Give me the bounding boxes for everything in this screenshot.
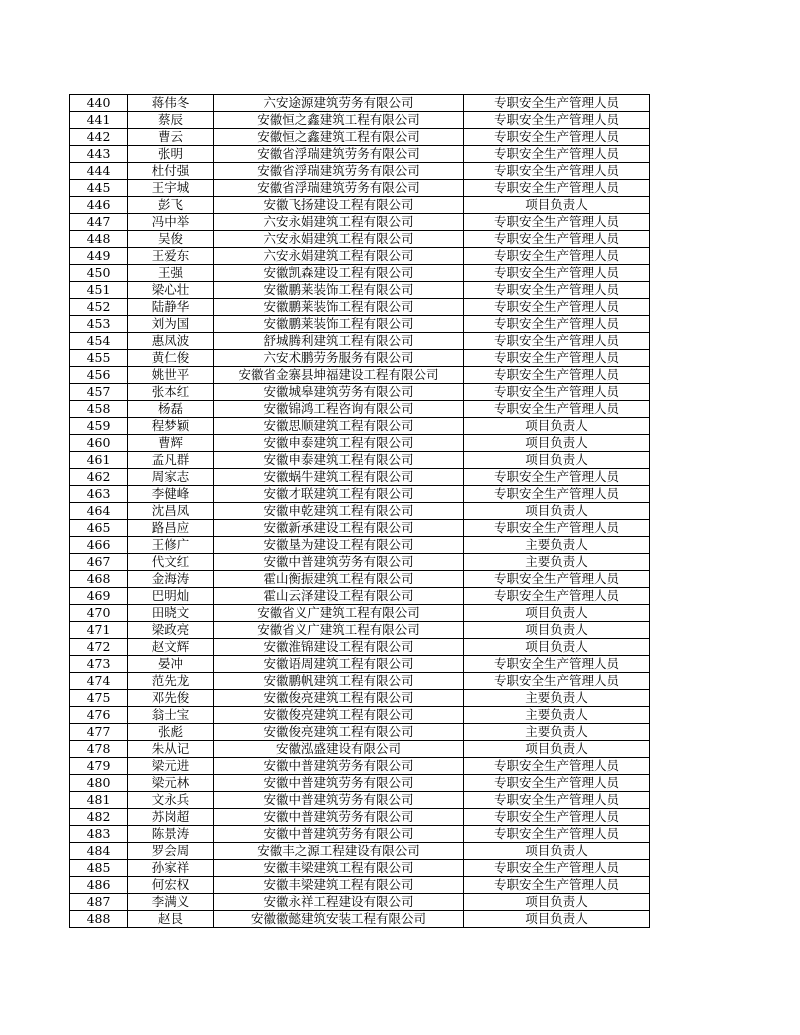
table-row xyxy=(70,571,650,588)
table-row xyxy=(70,605,650,622)
company-name-cell: 安徽语周建筑工程有限公司 xyxy=(214,656,464,673)
table-row xyxy=(70,656,650,673)
table-row xyxy=(70,775,650,792)
role-cell: 专职安全生产管理人员 xyxy=(464,860,650,877)
row-number-cell: 467 xyxy=(70,554,128,571)
company-name-cell: 安徽鹏莱装饰工程有限公司 xyxy=(214,299,464,316)
company-name-cell: 六安途源建筑劳务有限公司 xyxy=(214,95,464,112)
company-name-cell: 安徽思顺建筑工程有限公司 xyxy=(214,418,464,435)
company-name-cell: 安徽申乾建筑工程有限公司 xyxy=(214,503,464,520)
table-row xyxy=(70,180,650,197)
table-row xyxy=(70,792,650,809)
role-cell: 专职安全生产管理人员 xyxy=(464,129,650,146)
company-name-cell: 霍山云泽建设工程有限公司 xyxy=(214,588,464,605)
company-name-cell: 安徽中普建筑劳务有限公司 xyxy=(214,792,464,809)
company-name-cell: 安徽省浮瑞建筑劳务有限公司 xyxy=(214,163,464,180)
role-cell: 专职安全生产管理人员 xyxy=(464,248,650,265)
table-row xyxy=(70,486,650,503)
table-row xyxy=(70,452,650,469)
table-row xyxy=(70,554,650,571)
company-name-cell: 安徽俊亮建筑工程有限公司 xyxy=(214,724,464,741)
company-name-cell: 安徽新承建设工程有限公司 xyxy=(214,520,464,537)
row-number-cell: 442 xyxy=(70,129,128,146)
role-cell: 主要负责人 xyxy=(464,690,650,707)
company-name-cell: 安徽恒之鑫建筑工程有限公司 xyxy=(214,112,464,129)
company-name-cell: 安徽徽懿建筑安装工程有限公司 xyxy=(214,911,464,928)
company-name-cell: 六安永娟建筑工程有限公司 xyxy=(214,248,464,265)
row-number-cell: 471 xyxy=(70,622,128,639)
company-name-cell: 安徽鹏帆建筑工程有限公司 xyxy=(214,673,464,690)
role-cell: 项目负责人 xyxy=(464,435,650,452)
person-name-cell: 彭飞 xyxy=(128,197,214,214)
row-number-cell: 446 xyxy=(70,197,128,214)
person-name-cell: 赵文辉 xyxy=(128,639,214,656)
person-name-cell: 刘为国 xyxy=(128,316,214,333)
role-cell: 项目负责人 xyxy=(464,622,650,639)
table-row xyxy=(70,316,650,333)
role-cell: 专职安全生产管理人员 xyxy=(464,469,650,486)
company-name-cell: 安徽丰梁建筑工程有限公司 xyxy=(214,860,464,877)
company-name-cell: 安徽省金寨县坤福建设工程有限公司 xyxy=(214,367,464,384)
role-cell: 专职安全生产管理人员 xyxy=(464,112,650,129)
row-number-cell: 478 xyxy=(70,741,128,758)
company-name-cell: 安徽锦鸿工程咨询有限公司 xyxy=(214,401,464,418)
company-name-cell: 安徽凯森建设工程有限公司 xyxy=(214,265,464,282)
role-cell: 专职安全生产管理人员 xyxy=(464,486,650,503)
company-name-cell: 安徽丰梁建筑工程有限公司 xyxy=(214,877,464,894)
company-name-cell: 安徽中普建筑劳务有限公司 xyxy=(214,554,464,571)
row-number-cell: 449 xyxy=(70,248,128,265)
table-row xyxy=(70,520,650,537)
role-cell: 项目负责人 xyxy=(464,503,650,520)
company-name-cell: 安徽城皋建筑劳务有限公司 xyxy=(214,384,464,401)
row-number-cell: 473 xyxy=(70,656,128,673)
person-name-cell: 巴明灿 xyxy=(128,588,214,605)
row-number-cell: 459 xyxy=(70,418,128,435)
row-number-cell: 462 xyxy=(70,469,128,486)
row-number-cell: 444 xyxy=(70,163,128,180)
table-row xyxy=(70,741,650,758)
row-number-cell: 487 xyxy=(70,894,128,911)
table-row xyxy=(70,877,650,894)
role-cell: 专职安全生产管理人员 xyxy=(464,367,650,384)
row-number-cell: 466 xyxy=(70,537,128,554)
role-cell: 专职安全生产管理人员 xyxy=(464,265,650,282)
role-cell: 项目负责人 xyxy=(464,843,650,860)
row-number-cell: 456 xyxy=(70,367,128,384)
row-number-cell: 485 xyxy=(70,860,128,877)
company-name-cell: 六安术鹏劳务服务有限公司 xyxy=(214,350,464,367)
person-name-cell: 梁元进 xyxy=(128,758,214,775)
table-row xyxy=(70,367,650,384)
company-name-cell: 安徽省浮瑞建筑劳务有限公司 xyxy=(214,180,464,197)
person-name-cell: 曹辉 xyxy=(128,435,214,452)
company-name-cell: 安徽中普建筑劳务有限公司 xyxy=(214,775,464,792)
company-name-cell: 安徽俊亮建筑工程有限公司 xyxy=(214,707,464,724)
role-cell: 项目负责人 xyxy=(464,894,650,911)
role-cell: 项目负责人 xyxy=(464,605,650,622)
person-name-cell: 王爱东 xyxy=(128,248,214,265)
role-cell: 项目负责人 xyxy=(464,197,650,214)
company-name-cell: 六安永娟建筑工程有限公司 xyxy=(214,231,464,248)
person-name-cell: 陈景涛 xyxy=(128,826,214,843)
person-name-cell: 冯中举 xyxy=(128,214,214,231)
person-name-cell: 代文红 xyxy=(128,554,214,571)
role-cell: 专职安全生产管理人员 xyxy=(464,758,650,775)
row-number-cell: 457 xyxy=(70,384,128,401)
role-cell: 专职安全生产管理人员 xyxy=(464,588,650,605)
table-row xyxy=(70,197,650,214)
role-cell: 专职安全生产管理人员 xyxy=(464,282,650,299)
company-name-cell: 霍山衡振建筑工程有限公司 xyxy=(214,571,464,588)
company-name-cell: 安徽泓盛建设有限公司 xyxy=(214,741,464,758)
row-number-cell: 475 xyxy=(70,690,128,707)
table-row xyxy=(70,333,650,350)
table-row xyxy=(70,758,650,775)
company-name-cell: 安徽才联建筑工程有限公司 xyxy=(214,486,464,503)
person-name-cell: 曹云 xyxy=(128,129,214,146)
row-number-cell: 484 xyxy=(70,843,128,860)
table-row xyxy=(70,707,650,724)
role-cell: 专职安全生产管理人员 xyxy=(464,792,650,809)
person-name-cell: 杜付强 xyxy=(128,163,214,180)
role-cell: 专职安全生产管理人员 xyxy=(464,656,650,673)
role-cell: 专职安全生产管理人员 xyxy=(464,775,650,792)
table-row xyxy=(70,231,650,248)
row-number-cell: 455 xyxy=(70,350,128,367)
row-number-cell: 463 xyxy=(70,486,128,503)
company-name-cell: 安徽垦为建设工程有限公司 xyxy=(214,537,464,554)
person-name-cell: 文永兵 xyxy=(128,792,214,809)
row-number-cell: 464 xyxy=(70,503,128,520)
company-name-cell: 安徽鹏莱装饰工程有限公司 xyxy=(214,282,464,299)
row-number-cell: 474 xyxy=(70,673,128,690)
person-name-cell: 蔡辰 xyxy=(128,112,214,129)
role-cell: 专职安全生产管理人员 xyxy=(464,214,650,231)
table-row xyxy=(70,146,650,163)
role-cell: 专职安全生产管理人员 xyxy=(464,146,650,163)
person-name-cell: 梁元林 xyxy=(128,775,214,792)
company-name-cell: 安徽省义广建筑工程有限公司 xyxy=(214,605,464,622)
company-name-cell: 安徽丰之源工程建设有限公司 xyxy=(214,843,464,860)
row-number-cell: 454 xyxy=(70,333,128,350)
table-row xyxy=(70,503,650,520)
row-number-cell: 488 xyxy=(70,911,128,928)
company-name-cell: 安徽淮锦建设工程有限公司 xyxy=(214,639,464,656)
role-cell: 项目负责人 xyxy=(464,911,650,928)
row-number-cell: 480 xyxy=(70,775,128,792)
person-name-cell: 程梦颖 xyxy=(128,418,214,435)
person-name-cell: 孟凡群 xyxy=(128,452,214,469)
person-name-cell: 翁士宝 xyxy=(128,707,214,724)
table-row xyxy=(70,265,650,282)
person-name-cell: 蒋伟冬 xyxy=(128,95,214,112)
role-cell: 专职安全生产管理人员 xyxy=(464,520,650,537)
person-name-cell: 姚世平 xyxy=(128,367,214,384)
person-name-cell: 张明 xyxy=(128,146,214,163)
row-number-cell: 443 xyxy=(70,146,128,163)
person-name-cell: 张彪 xyxy=(128,724,214,741)
row-number-cell: 486 xyxy=(70,877,128,894)
company-name-cell: 安徽省浮瑞建筑劳务有限公司 xyxy=(214,146,464,163)
person-name-cell: 杨磊 xyxy=(128,401,214,418)
role-cell: 主要负责人 xyxy=(464,707,650,724)
row-number-cell: 452 xyxy=(70,299,128,316)
company-name-cell: 安徽省义广建筑工程有限公司 xyxy=(214,622,464,639)
company-name-cell: 安徽中普建筑劳务有限公司 xyxy=(214,758,464,775)
person-name-cell: 苏岗超 xyxy=(128,809,214,826)
row-number-cell: 465 xyxy=(70,520,128,537)
table-row xyxy=(70,639,650,656)
row-number-cell: 472 xyxy=(70,639,128,656)
role-cell: 主要负责人 xyxy=(464,554,650,571)
role-cell: 专职安全生产管理人员 xyxy=(464,401,650,418)
person-name-cell: 梁政亮 xyxy=(128,622,214,639)
role-cell: 专职安全生产管理人员 xyxy=(464,384,650,401)
company-name-cell: 安徽俊亮建筑工程有限公司 xyxy=(214,690,464,707)
row-number-cell: 453 xyxy=(70,316,128,333)
row-number-cell: 450 xyxy=(70,265,128,282)
person-name-cell: 惠凤波 xyxy=(128,333,214,350)
row-number-cell: 479 xyxy=(70,758,128,775)
role-cell: 项目负责人 xyxy=(464,452,650,469)
company-name-cell: 六安永娟建筑工程有限公司 xyxy=(214,214,464,231)
company-name-cell: 安徽申泰建筑工程有限公司 xyxy=(214,435,464,452)
table-row xyxy=(70,129,650,146)
person-name-cell: 梁心壮 xyxy=(128,282,214,299)
company-name-cell: 安徽恒之鑫建筑工程有限公司 xyxy=(214,129,464,146)
table-row xyxy=(70,248,650,265)
company-name-cell: 安徽飞扬建设工程有限公司 xyxy=(214,197,464,214)
person-name-cell: 王宇城 xyxy=(128,180,214,197)
table-row xyxy=(70,418,650,435)
row-number-cell: 440 xyxy=(70,95,128,112)
table-row xyxy=(70,537,650,554)
row-number-cell: 477 xyxy=(70,724,128,741)
table-row xyxy=(70,588,650,605)
role-cell: 项目负责人 xyxy=(464,639,650,656)
row-number-cell: 458 xyxy=(70,401,128,418)
role-cell: 专职安全生产管理人员 xyxy=(464,333,650,350)
table-row xyxy=(70,282,650,299)
company-name-cell: 安徽鹏莱装饰工程有限公司 xyxy=(214,316,464,333)
table-row xyxy=(70,690,650,707)
table-row xyxy=(70,95,650,112)
table-row xyxy=(70,911,650,928)
person-name-cell: 范先龙 xyxy=(128,673,214,690)
row-number-cell: 468 xyxy=(70,571,128,588)
role-cell: 专职安全生产管理人员 xyxy=(464,163,650,180)
table-row xyxy=(70,673,650,690)
role-cell: 主要负责人 xyxy=(464,537,650,554)
table-row xyxy=(70,350,650,367)
row-number-cell: 445 xyxy=(70,180,128,197)
row-number-cell: 460 xyxy=(70,435,128,452)
company-name-cell: 安徽永祥工程建设有限公司 xyxy=(214,894,464,911)
table-row xyxy=(70,163,650,180)
row-number-cell: 470 xyxy=(70,605,128,622)
person-name-cell: 晏冲 xyxy=(128,656,214,673)
role-cell: 专职安全生产管理人员 xyxy=(464,673,650,690)
role-cell: 专职安全生产管理人员 xyxy=(464,316,650,333)
table-row xyxy=(70,384,650,401)
role-cell: 专职安全生产管理人员 xyxy=(464,299,650,316)
row-number-cell: 461 xyxy=(70,452,128,469)
person-name-cell: 路昌应 xyxy=(128,520,214,537)
person-name-cell: 吴俊 xyxy=(128,231,214,248)
role-cell: 主要负责人 xyxy=(464,724,650,741)
person-name-cell: 周家志 xyxy=(128,469,214,486)
personnel-table-body xyxy=(70,95,650,928)
row-number-cell: 441 xyxy=(70,112,128,129)
company-name-cell: 安徽中普建筑劳务有限公司 xyxy=(214,809,464,826)
row-number-cell: 476 xyxy=(70,707,128,724)
role-cell: 专职安全生产管理人员 xyxy=(464,809,650,826)
table-row xyxy=(70,826,650,843)
table-row xyxy=(70,894,650,911)
person-name-cell: 朱从记 xyxy=(128,741,214,758)
table-row xyxy=(70,112,650,129)
row-number-cell: 451 xyxy=(70,282,128,299)
person-name-cell: 王强 xyxy=(128,265,214,282)
role-cell: 专职安全生产管理人员 xyxy=(464,180,650,197)
table-row xyxy=(70,401,650,418)
person-name-cell: 李健峰 xyxy=(128,486,214,503)
person-name-cell: 黄仁俊 xyxy=(128,350,214,367)
company-name-cell: 安徽蜗牛建筑工程有限公司 xyxy=(214,469,464,486)
person-name-cell: 田晓文 xyxy=(128,605,214,622)
table-row xyxy=(70,469,650,486)
row-number-cell: 469 xyxy=(70,588,128,605)
personnel-table xyxy=(69,94,650,928)
person-name-cell: 何宏权 xyxy=(128,877,214,894)
person-name-cell: 沈昌凤 xyxy=(128,503,214,520)
role-cell: 项目负责人 xyxy=(464,741,650,758)
table-row xyxy=(70,724,650,741)
table-row xyxy=(70,299,650,316)
table-row xyxy=(70,622,650,639)
person-name-cell: 邓先俊 xyxy=(128,690,214,707)
table-row xyxy=(70,214,650,231)
person-name-cell: 金海涛 xyxy=(128,571,214,588)
role-cell: 专职安全生产管理人员 xyxy=(464,350,650,367)
row-number-cell: 447 xyxy=(70,214,128,231)
role-cell: 专职安全生产管理人员 xyxy=(464,95,650,112)
table-row xyxy=(70,843,650,860)
row-number-cell: 482 xyxy=(70,809,128,826)
person-name-cell: 罗会周 xyxy=(128,843,214,860)
role-cell: 专职安全生产管理人员 xyxy=(464,877,650,894)
table-row xyxy=(70,860,650,877)
person-name-cell: 孙家祥 xyxy=(128,860,214,877)
role-cell: 项目负责人 xyxy=(464,418,650,435)
person-name-cell: 王修广 xyxy=(128,537,214,554)
row-number-cell: 481 xyxy=(70,792,128,809)
person-name-cell: 李满义 xyxy=(128,894,214,911)
role-cell: 专职安全生产管理人员 xyxy=(464,826,650,843)
table-row xyxy=(70,809,650,826)
table-row xyxy=(70,435,650,452)
company-name-cell: 舒城腾利建筑工程有限公司 xyxy=(214,333,464,350)
role-cell: 专职安全生产管理人员 xyxy=(464,571,650,588)
person-name-cell: 张本红 xyxy=(128,384,214,401)
row-number-cell: 483 xyxy=(70,826,128,843)
person-name-cell: 赵艮 xyxy=(128,911,214,928)
company-name-cell: 安徽中普建筑劳务有限公司 xyxy=(214,826,464,843)
person-name-cell: 陆静华 xyxy=(128,299,214,316)
role-cell: 专职安全生产管理人员 xyxy=(464,231,650,248)
row-number-cell: 448 xyxy=(70,231,128,248)
company-name-cell: 安徽申泰建筑工程有限公司 xyxy=(214,452,464,469)
